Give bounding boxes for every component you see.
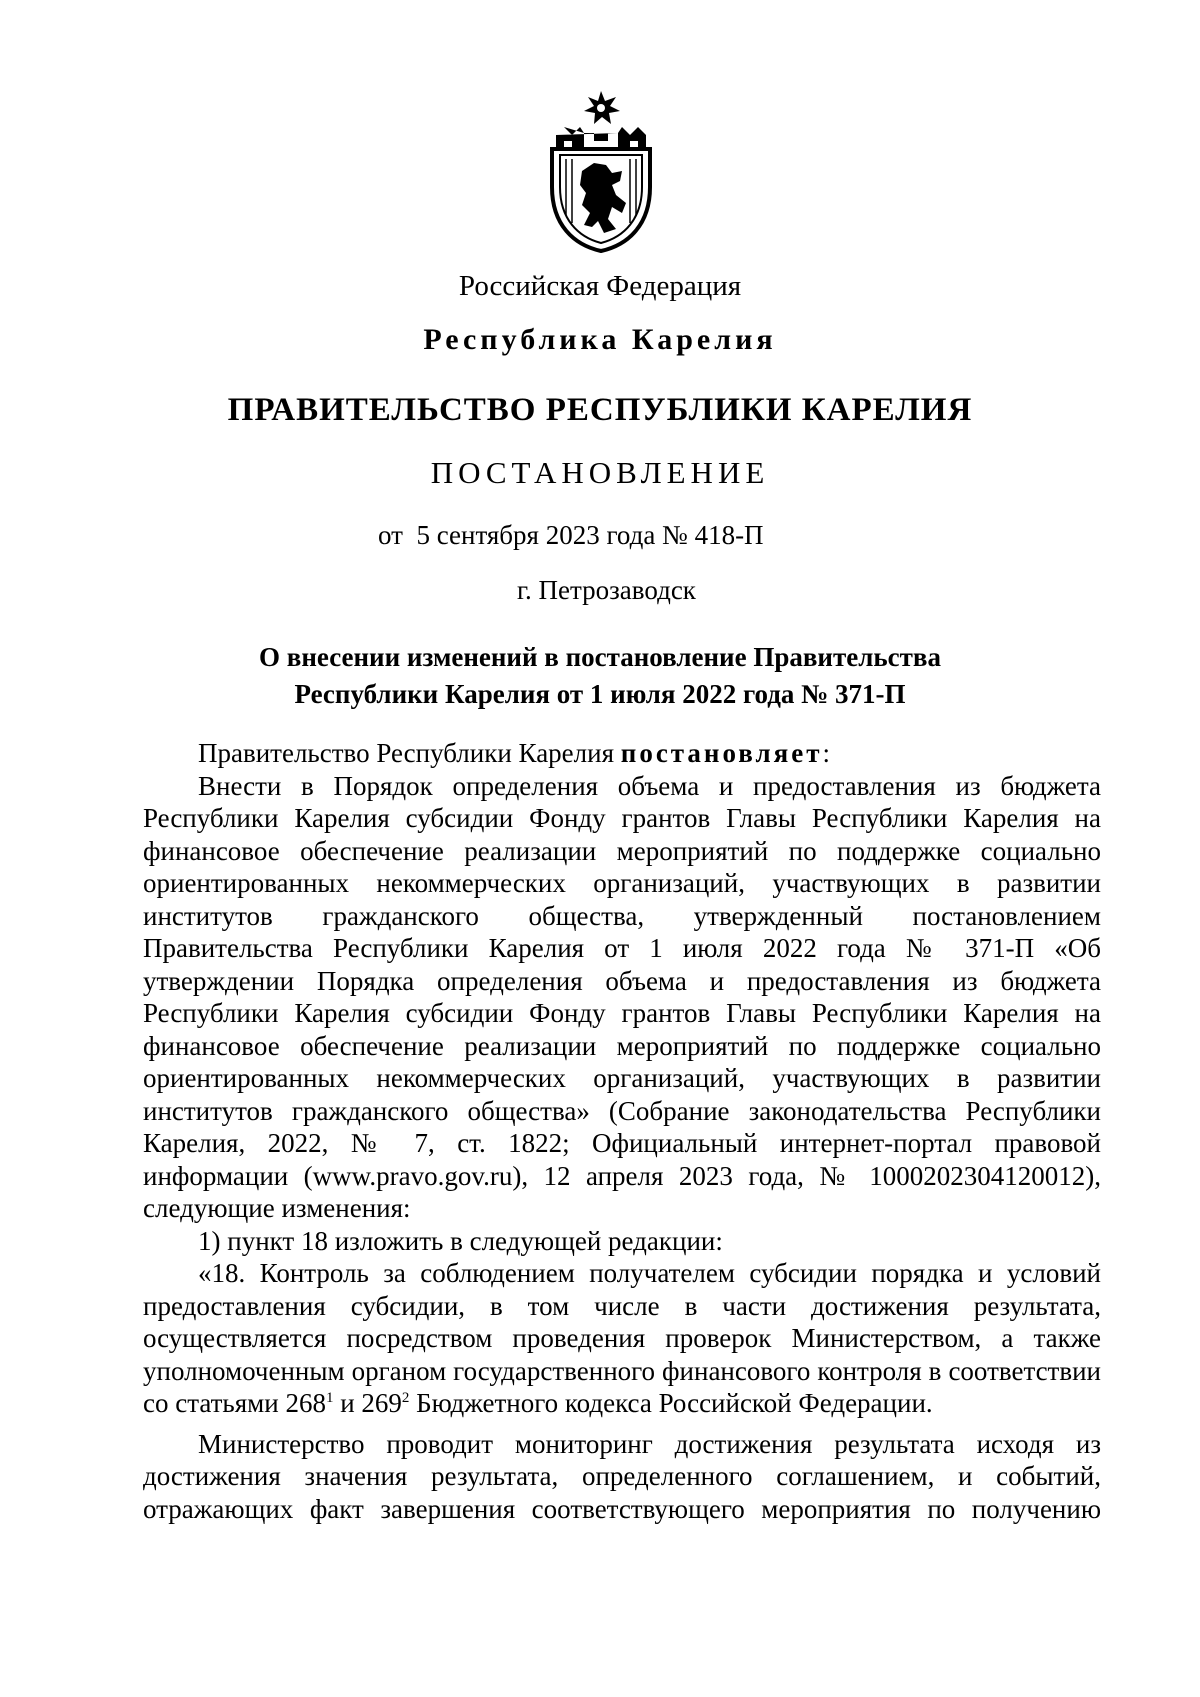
quote-text-c: Бюджетного кодекса Российской Федерации. (409, 1388, 933, 1418)
document-type: ПОСТАНОВЛЕНИЕ (430, 455, 770, 490)
document-date-number: от 5 сентября 2023 года № 418-П (378, 520, 764, 550)
preamble-keyword: постановляет (620, 738, 823, 768)
preamble-colon: : (822, 738, 831, 768)
republic-name: Республика Карелия (423, 323, 777, 356)
title-line-2: Республики Карелия от 1 июля 2022 года № 371-П (294, 679, 906, 709)
superscript-1: 1 (325, 1390, 334, 1406)
preamble (143, 737, 1101, 770)
quote-text-a: «18. Контроль за соблюдением получателем субсидии порядка и условий предоставления субсидии, в том числе в части достижения результата, осуществляется посредством проведения проверок Министерством, а также уполномоченным органом государственного финансового контроля в соответствии со статьями 268 (143, 1258, 1101, 1418)
title-line-1: О внесении изменений в постановление Правительства (259, 642, 941, 672)
paragraph-amendment: Внести в Порядок определения объема и предоставления из бюджета Республики Карелия субсидии Фонду грантов Главы Республики Карелия на финансовое обеспечение реализации мероприятий по поддержке социально ориентированных некоммерческих организаций, участвующих в развитии институтов гражданского общества, утвержденный постановлением Правительства Республики Карелия от 1 июля 2022 года № 371-П «Об утверждении Порядка определения объема и предоставления из бюджета Республики Карелия субсидии Фонду грантов Главы Республики Карелия на финансовое обеспечение реализации мероприятий по поддержке социально ориентированных некоммерческих организаций, участвующих в развитии институтов гражданского общества» (Собрание законодательства Республики Карелия, 2022, № 7, ст. 1822; Официальный интернет-портал правовой информации (www.pravo.gov.ru), 12 апреля 2023 года, № 1000202304120012), следующие изменения: (143, 770, 1101, 1223)
quoted-point-18 (143, 1257, 1101, 1420)
karelia-coat-of-arms-emblem (542, 87, 660, 255)
superscript-2: 2 (401, 1390, 410, 1406)
quote-text-b: и 269 (333, 1388, 402, 1418)
paragraph-monitoring: Министерство проводит мониторинг достижения результата исходя из достижения значения результата, определенного соглашением, и событий, отражающих факт завершения соответствующего мероприятия по получению (143, 1428, 1101, 1524)
document-body (143, 737, 1101, 1525)
country-name: Российская Федерация (458, 270, 742, 302)
item-1: 1) пункт 18 изложить в следующей редакции: (198, 1225, 723, 1256)
document-city: г. Петрозаводск (517, 575, 696, 605)
preamble-text: Правительство Республики Карелия (198, 738, 621, 768)
government-name: ПРАВИТЕЛЬСТВО РЕСПУБЛИКИ КАРЕЛИЯ (227, 392, 973, 428)
document-title (0, 639, 1200, 713)
